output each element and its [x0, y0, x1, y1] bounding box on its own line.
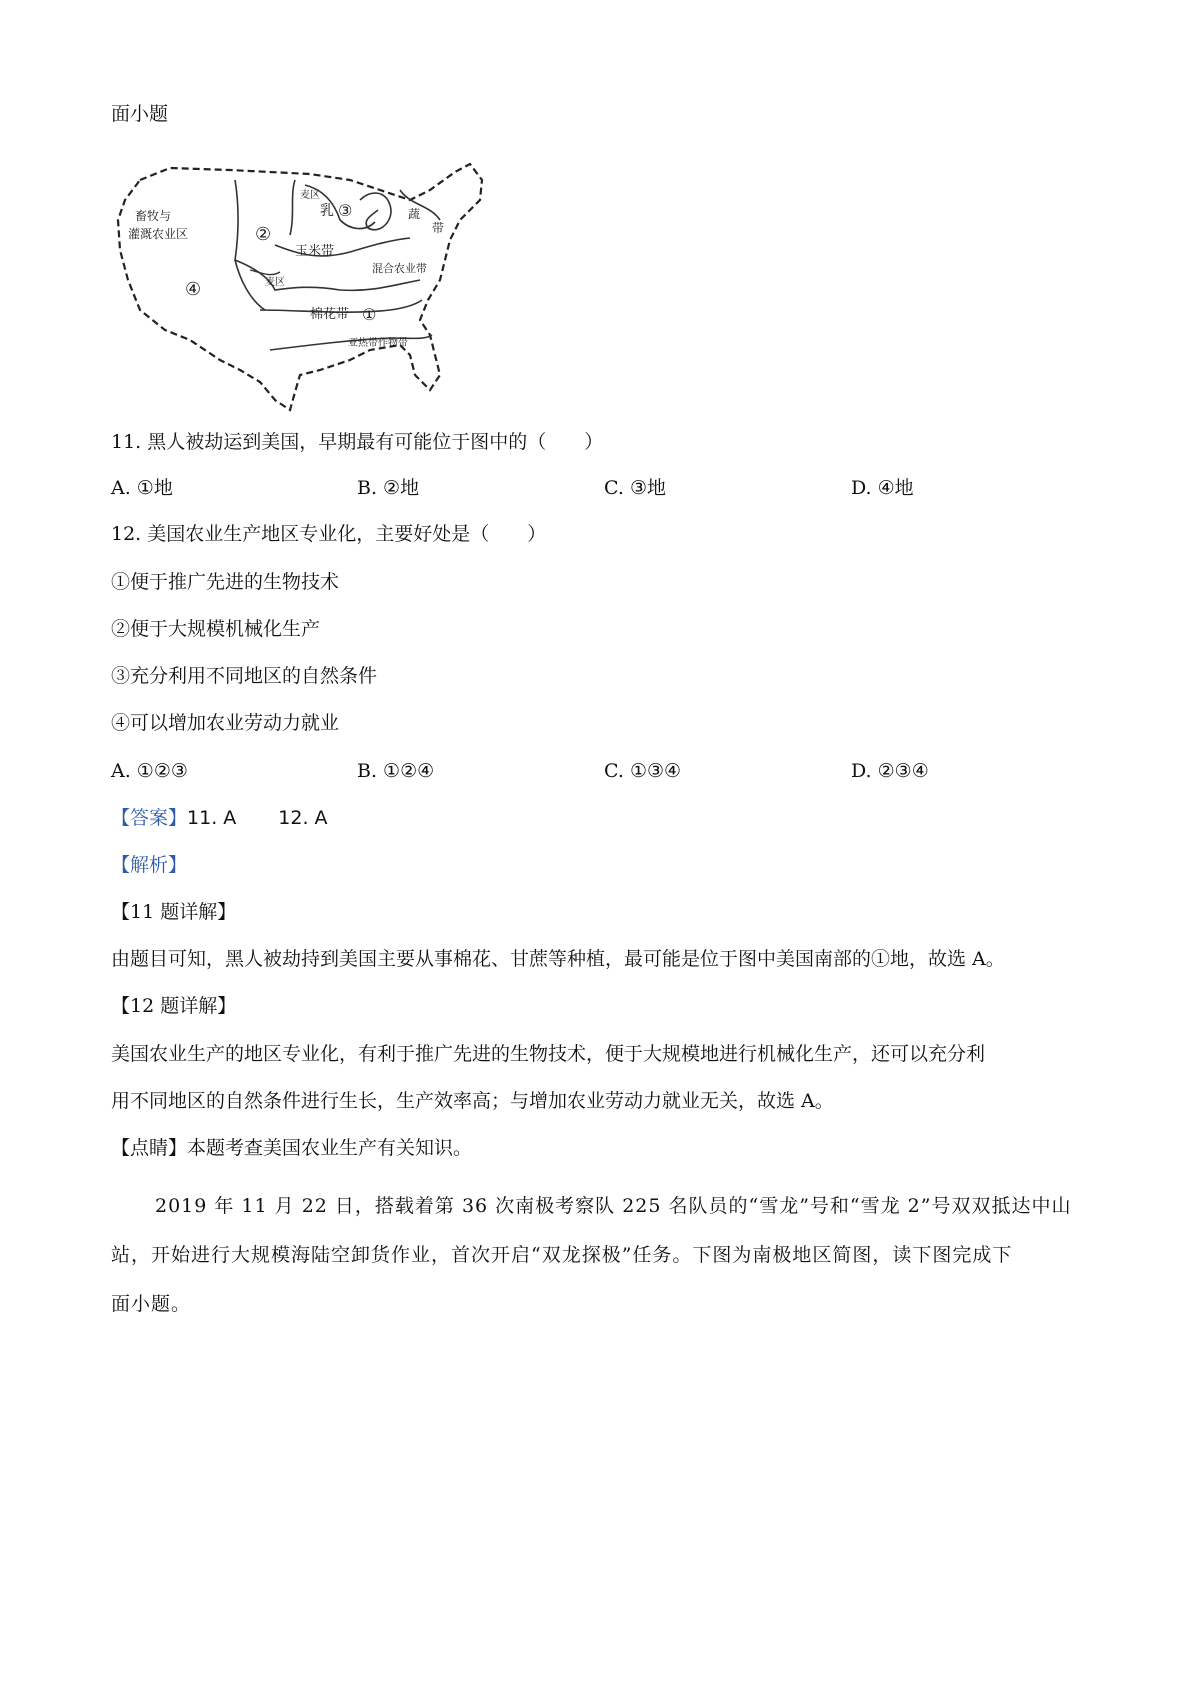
analysis-label: 【解析】: [111, 854, 188, 876]
map-marker-4: ④: [185, 279, 202, 300]
q12-item-2: ②便于大规模机械化生产: [111, 618, 321, 640]
passage-line-3: 面小题。: [111, 1293, 192, 1315]
map-label-wheat-south: 麦区: [265, 277, 285, 288]
analysis-note: 【点睛】本题考查美国农业生产有关知识。: [111, 1137, 473, 1159]
map-label-irrigation: 灌溉农业区: [128, 227, 189, 241]
map-label-subtropical: 亚热带作物带: [348, 338, 408, 349]
q11-option-d: D. ④地: [851, 477, 914, 499]
answer-label: 【答案】: [111, 807, 188, 829]
q12-item-3: ③充分利用不同地区的自然条件: [111, 665, 378, 687]
intro-tail: 面小题: [111, 103, 169, 125]
q12-option-c: C. ①③④: [604, 760, 682, 782]
answer-11: 11. A: [187, 807, 237, 829]
q11-option-c: C. ③地: [604, 477, 666, 499]
map-label-mixed: 混合农业带: [372, 262, 427, 275]
map-label-pasture: 畜牧与: [135, 209, 172, 223]
q11-stem: 11. 黑人被劫运到美国，早期最有可能位于图中的（ ）: [111, 431, 604, 453]
q12-option-a: A. ①②③: [111, 760, 188, 782]
great-lakes: [360, 193, 391, 230]
map-label-veg: 蔬: [408, 207, 421, 221]
map-label-dairy: 乳: [320, 203, 334, 219]
analysis-11-text: 由题目可知，黑人被劫持到美国主要从事棉花、甘蔗等种植，最可能是位于图中美国南部的①地，故选 A。: [111, 948, 1005, 970]
q12-item-1: ①便于推广先进的生物技术: [111, 571, 340, 593]
q12-stem: 12. 美国农业生产地区专业化，主要好处是（ ）: [111, 523, 547, 545]
q12-item-4: ④可以增加农业劳动力就业: [111, 712, 340, 734]
q11-option-b: B. ②地: [357, 477, 420, 499]
map-label-corn: 玉米带: [295, 244, 335, 259]
analysis-11-heading: 【11 题详解】: [111, 901, 237, 923]
analysis-12-heading: 【12 题详解】: [111, 995, 237, 1017]
analysis-12-text-2: 用不同地区的自然条件进行生长，生产效率高；与增加农业劳动力就业无关，故选 A。: [111, 1090, 834, 1112]
region-line: [290, 180, 295, 235]
passage-line-1: 2019 年 11 月 22 日，搭载着第 36 次南极考察队 225 名队员的“雪龙”号和“雪龙 2”号双双抵达中山: [155, 1195, 1072, 1217]
answer-12: 12. A: [278, 807, 328, 829]
map-marker-1: ①: [362, 305, 377, 324]
q11-option-a: A. ①地: [111, 477, 173, 499]
q12-option-d: D. ②③④: [851, 760, 929, 782]
map-label-veg2: 带: [432, 221, 445, 235]
passage-line-2: 站，开始进行大规模海陆空卸货作业，首次开启“双龙探极”任务。下图为南极地区简图，读下图完成下: [111, 1244, 1013, 1266]
map-marker-3: ③: [338, 201, 353, 220]
map-marker-2: ②: [255, 224, 272, 245]
region-line: [235, 180, 265, 310]
analysis-12-text-1: 美国农业生产的地区专业化，有利于推广先进的生物技术，便于大规模地进行机械化生产，还可以充分利: [111, 1043, 986, 1065]
answer-line: [111, 804, 328, 832]
region-line: [250, 270, 280, 275]
map-label-cotton: 棉花带: [310, 307, 350, 322]
q12-option-b: B. ①②④: [357, 760, 435, 782]
us-agriculture-map: [110, 160, 550, 420]
map-label-wheat-north: 麦区: [300, 190, 320, 201]
